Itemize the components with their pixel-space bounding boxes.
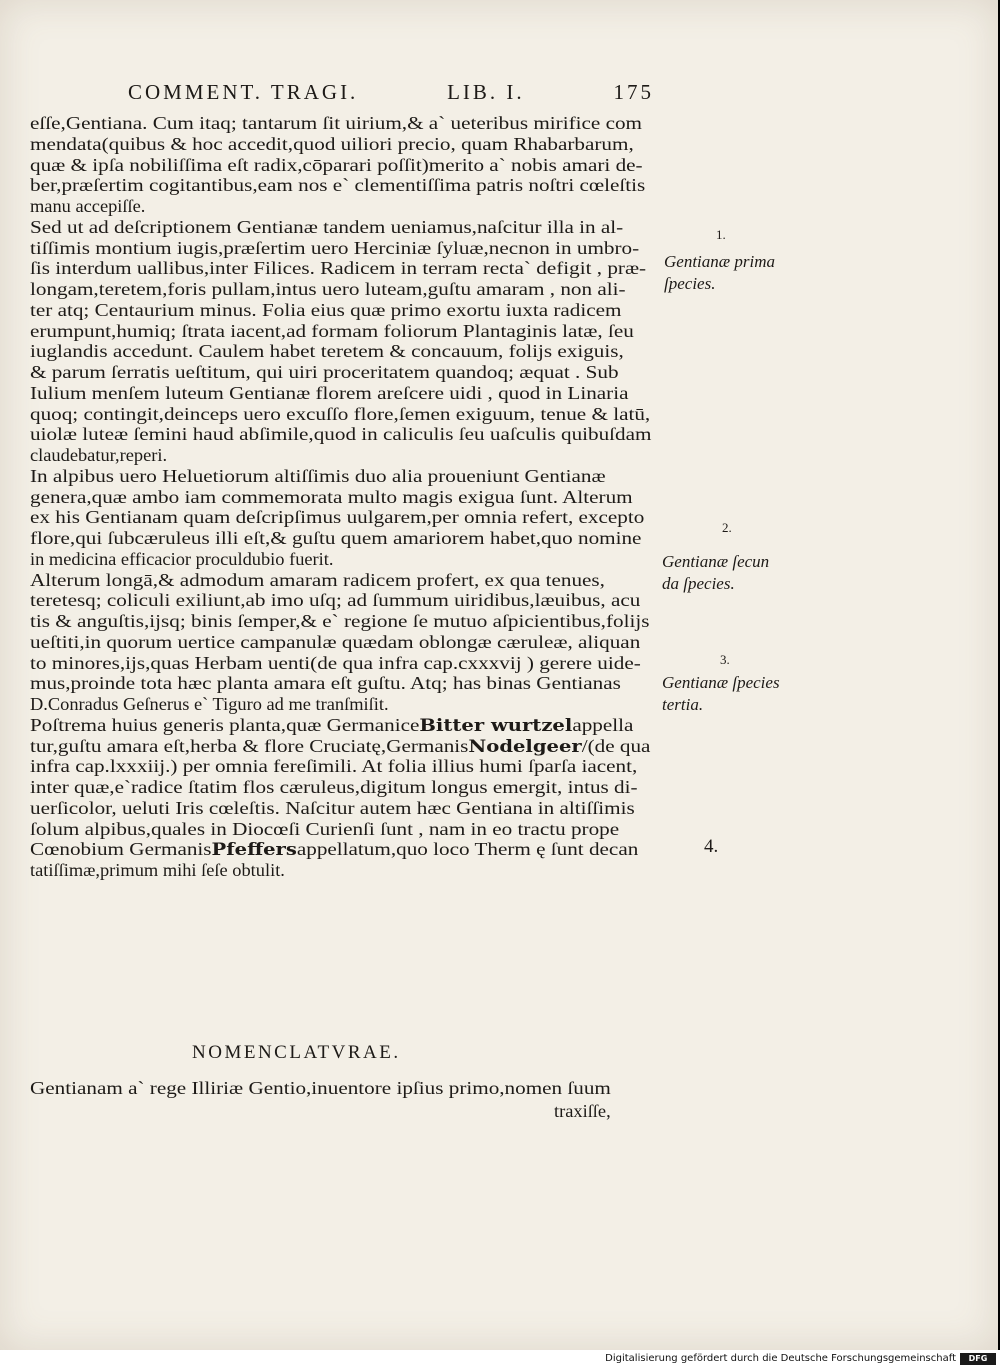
body-line: Iulium menſem luteum Gentianæ florem areſcere uidi , quod in Linaria — [30, 382, 629, 403]
body-line: tiſſimis montium iugis,præſertim uero Herciniæ ſyluæ,necnon in umbro- — [30, 237, 640, 258]
margin-number: 3. — [720, 652, 730, 667]
body-line: uerſicolor, ueluti Iris cœleſtis. Naſcitur autem hæc Gentiana in altiſſimis — [30, 797, 635, 818]
body-line: ter atq; Centaurium minus. Folia eius quæ primo exortu iuxta radicem — [30, 299, 622, 320]
body-line: claudebatur,reperi. — [30, 445, 168, 465]
footer-credit: Digitalisierung gefördert durch die Deutsche Forschungsgemeinschaft — [605, 1353, 956, 1364]
body-line: inter quæ,e`radice ſtatim flos cæruleus,digitum longus emergit, intus di- — [30, 777, 638, 797]
header-page-number: 175 — [613, 80, 654, 104]
footer-bar — [0, 1350, 1000, 1368]
body-line: ſis interdum uallibus,inter Filices. Radicem in terram recta` defigit , præ- — [30, 258, 647, 279]
body-line: Cœnobium GermanisPfeffersappellatum,quo loco Therm ę ſunt decan — [30, 839, 639, 860]
body-line: Alterum longā,& admodum amaram radicem profert, ex qua tenues, — [30, 569, 605, 590]
margin-number: 4. — [704, 836, 719, 857]
body-line: tur,guſtu amara eſt,herba & flore Cruciatę,GermanisNodelgeer/(de qua — [30, 735, 651, 757]
margin-note: Gentianæ ſpecies tertia. — [662, 673, 780, 714]
body-line: quæ & ipſa nobiliſſima eſt radix,cōparari poſſit)merito a` nobis amari de- — [30, 154, 643, 175]
body-line: manu accepiſſe. — [30, 196, 146, 216]
blackletter-term: Nodelgeer — [468, 736, 582, 757]
body-line: Gentianam a` rege Illiriæ Gentio,inuentore ipſius primo,nomen ſuum — [30, 1078, 611, 1098]
body-line: ex his Gentianam quam deſcripſimus uulgarem,per omnia refert, excepto — [30, 507, 645, 528]
body-line: erumpunt,humiq; ſtrata iacent,ad formam foliorum Plantaginis latæ, ſeu — [30, 320, 634, 341]
body-line: infra cap.lxxxiij.) per omnia fereſimili. At folia illius humi ſparſa iacent, — [30, 756, 638, 777]
body-line: ber,præſertim cogitantibus,eam nos e` clementiſſima patris noſtri cœleſtis — [30, 175, 646, 196]
section-heading: NOMENCLATVRAE. — [192, 1042, 401, 1063]
dfg-logo: DFG — [960, 1353, 996, 1365]
margin-number: 1. — [716, 227, 726, 242]
body-line: iuglandis accedunt. Caulem habet teretem & concauum, folijs exiguis, — [30, 341, 624, 362]
body-line: D.Conradus Geſnerus e` Tiguro ad me tranſmiſit. — [30, 694, 389, 714]
body-line: mendata(quibus & hoc accedit,quod uiliori precio, quam Rhabarbarum, — [30, 133, 634, 154]
blackletter-term: Bitter wurtzel — [419, 715, 573, 736]
body-line: traxiſſe, — [554, 1101, 611, 1121]
header-title: COMMENT. TRAGI. — [128, 80, 359, 104]
body-line: Poſtrema huius generis planta,quæ GermaniceBitter wurtzelappella — [30, 714, 634, 736]
body-line: flore,qui ſubcæruleus illi eſt,& guſtu quem amariorem habet,quo nomine — [30, 528, 642, 548]
body-line: in medicina efficacior proculdubio fuerit. — [30, 548, 334, 569]
body-line: In alpibus uero Heluetiorum altiſſimis duo alia proueniunt Gentianæ — [30, 465, 606, 486]
running-header — [128, 80, 654, 105]
body-line: mus,proinde tota hæc planta amara eſt guſtu. Atq; has binas Gentianas — [30, 673, 621, 694]
body-line: ſolum alpibus,quales in Diocœſi Curienſi ſunt , nam in eo tractu prope — [30, 818, 620, 839]
margin-number: 2. — [722, 520, 732, 535]
body-line: & parum ſerratis ueſtitum, qui uiri proceritatem quandoq; æquat . Sub — [30, 362, 619, 382]
body-line: longam,teretem,foris pullam,intus uero luteam,guſtu amaram , non ali- — [30, 279, 626, 299]
body-line: genera,quæ ambo iam commemorata multo magis exigua ſunt. Alterum — [30, 486, 633, 507]
margin-note: Gentianæ prima ſpecies. — [664, 252, 775, 293]
body-line: to minores,ijs,quas Herbam uenti(de qua infra cap.cxxxvij ) gerere uide- — [30, 652, 641, 673]
margin-note: Gentianæ ſecun da ſpecies. — [662, 552, 770, 593]
body-text — [30, 113, 660, 881]
body-line: quoq; contingit,deinceps uero excuſſo flore,ſemen exiguum, tenue & latū, — [30, 403, 651, 424]
body-line: teretesq; coliculi exiliunt,ab imo uſq; ad ſummum uiridibus,læuibus, acu — [30, 590, 641, 611]
blackletter-term: Pfeffers — [211, 840, 297, 860]
body-line: ueſtiti,in quorum uertice campanulæ quædam oblongæ cæruleæ, aliquan — [30, 631, 641, 652]
body-line: tatiſſimæ,primum mihi ſeſe obtulit. — [30, 860, 285, 880]
body-line: tis & anguſtis,ijsq; binis ſemper,& e` regione ſe mutuo aſpicientibus,folijs — [30, 611, 650, 631]
body-line: eſſe,Gentiana. Cum itaq; tantarum ſit uirium,& a` ueteribus mirifice com — [30, 113, 642, 133]
body-line: Sed ut ad deſcriptionem Gentianæ tandem ueniamus,naſcitur illa in al- — [30, 216, 624, 237]
header-book: LIB. I. — [447, 80, 525, 104]
body-line: uiolæ luteæ ſemini haud abſimile,quod in caliculis ſeu uaſculis quibuſdam — [30, 424, 652, 445]
